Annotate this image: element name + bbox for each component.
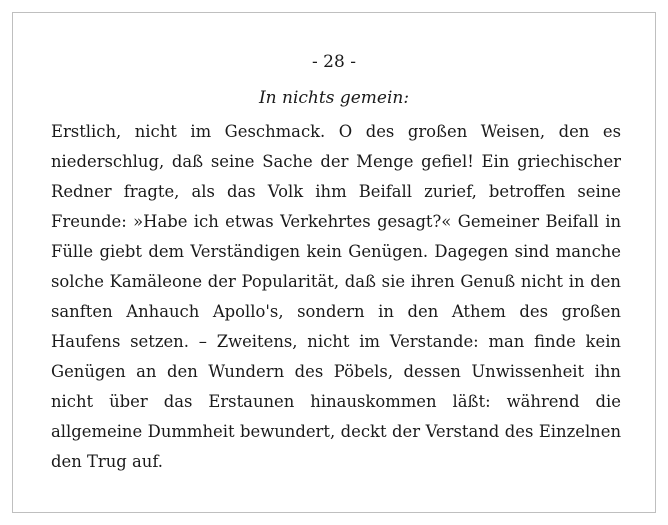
page-number: - 28 -: [312, 52, 356, 72]
body-paragraph: Erstlich, nicht im Geschmack. O des großen Weisen, den es niederschlug, daß seine Sache der Menge gefiel! Ein griechischer Redner fragte, als das Volk ihm Beifall zurief, betroffen seine Freunde: »Habe ich etwas Verkehrtes gesagt?« Gemeiner Beifall in Fülle giebt dem Verständigen kein Genügen. Dagegen sind manche solche Kamäleone der Popularität, daß sie ihren Genuß nicht in den sanften Anhauch Apollo's, sondern in den Athem des großen Haufens setzen. – Zweitens, nicht im Verstande: man finde kein Genügen an den Wundern des Pöbels, dessen Unwissenheit ihn nicht über das Erstaunen hinauskommen läßt: während die allgemeine Dummheit bewundert, deckt der Verstand des Einzelnen den Trug auf.: [51, 122, 621, 471]
page-frame: [12, 12, 656, 513]
section-heading: In nichts gemein:: [258, 88, 410, 108]
